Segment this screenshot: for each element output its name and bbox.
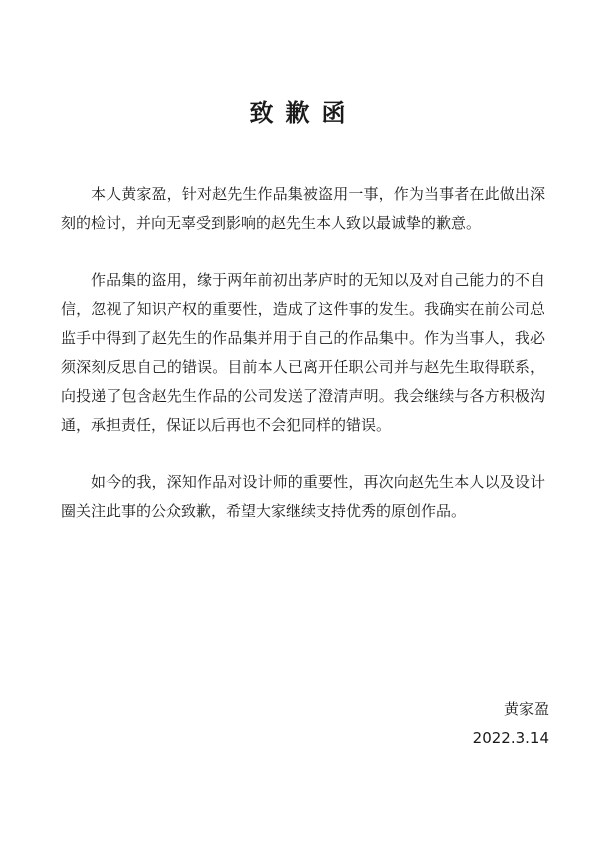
paragraph-closing: 如今的我，深知作品对设计师的重要性，再次向赵先生本人以及设计圈关注此事的公众致歉，希望大家继续支持优秀的原创作品。	[61, 473, 545, 520]
signature-date: 2022.3.14	[472, 729, 549, 747]
paragraph-apology-statement: 本人黄家盈，针对赵先生作品集被盗用一事，作为当事者在此做出深刻的检讨，并向无辜受到影响的赵先生本人致以最诚挚的歉意。	[61, 185, 545, 232]
letter-title: 致歉函	[249, 99, 358, 127]
paragraph-explanation: 作品集的盗用，缘于两年前初出茅庐时的无知以及对自己能力的不自信，忽视了知识产权的重要性，造成了这件事的发生。我确实在前公司总监手中得到了赵先生的作品集并用于自己的作品集中。作为当事人，我必须深刻反思自己的错误。目前本人已离开任职公司并与赵先生取得联系，向投递了包含赵先生作品的公司发送了澄清声明。我会继续与各方积极沟通，承担责任，保证以后再也不会犯同样的错误。	[61, 271, 545, 434]
letter-body	[61, 180, 545, 554]
signature-block	[473, 695, 549, 753]
signature-name: 黄家盈	[503, 700, 549, 718]
